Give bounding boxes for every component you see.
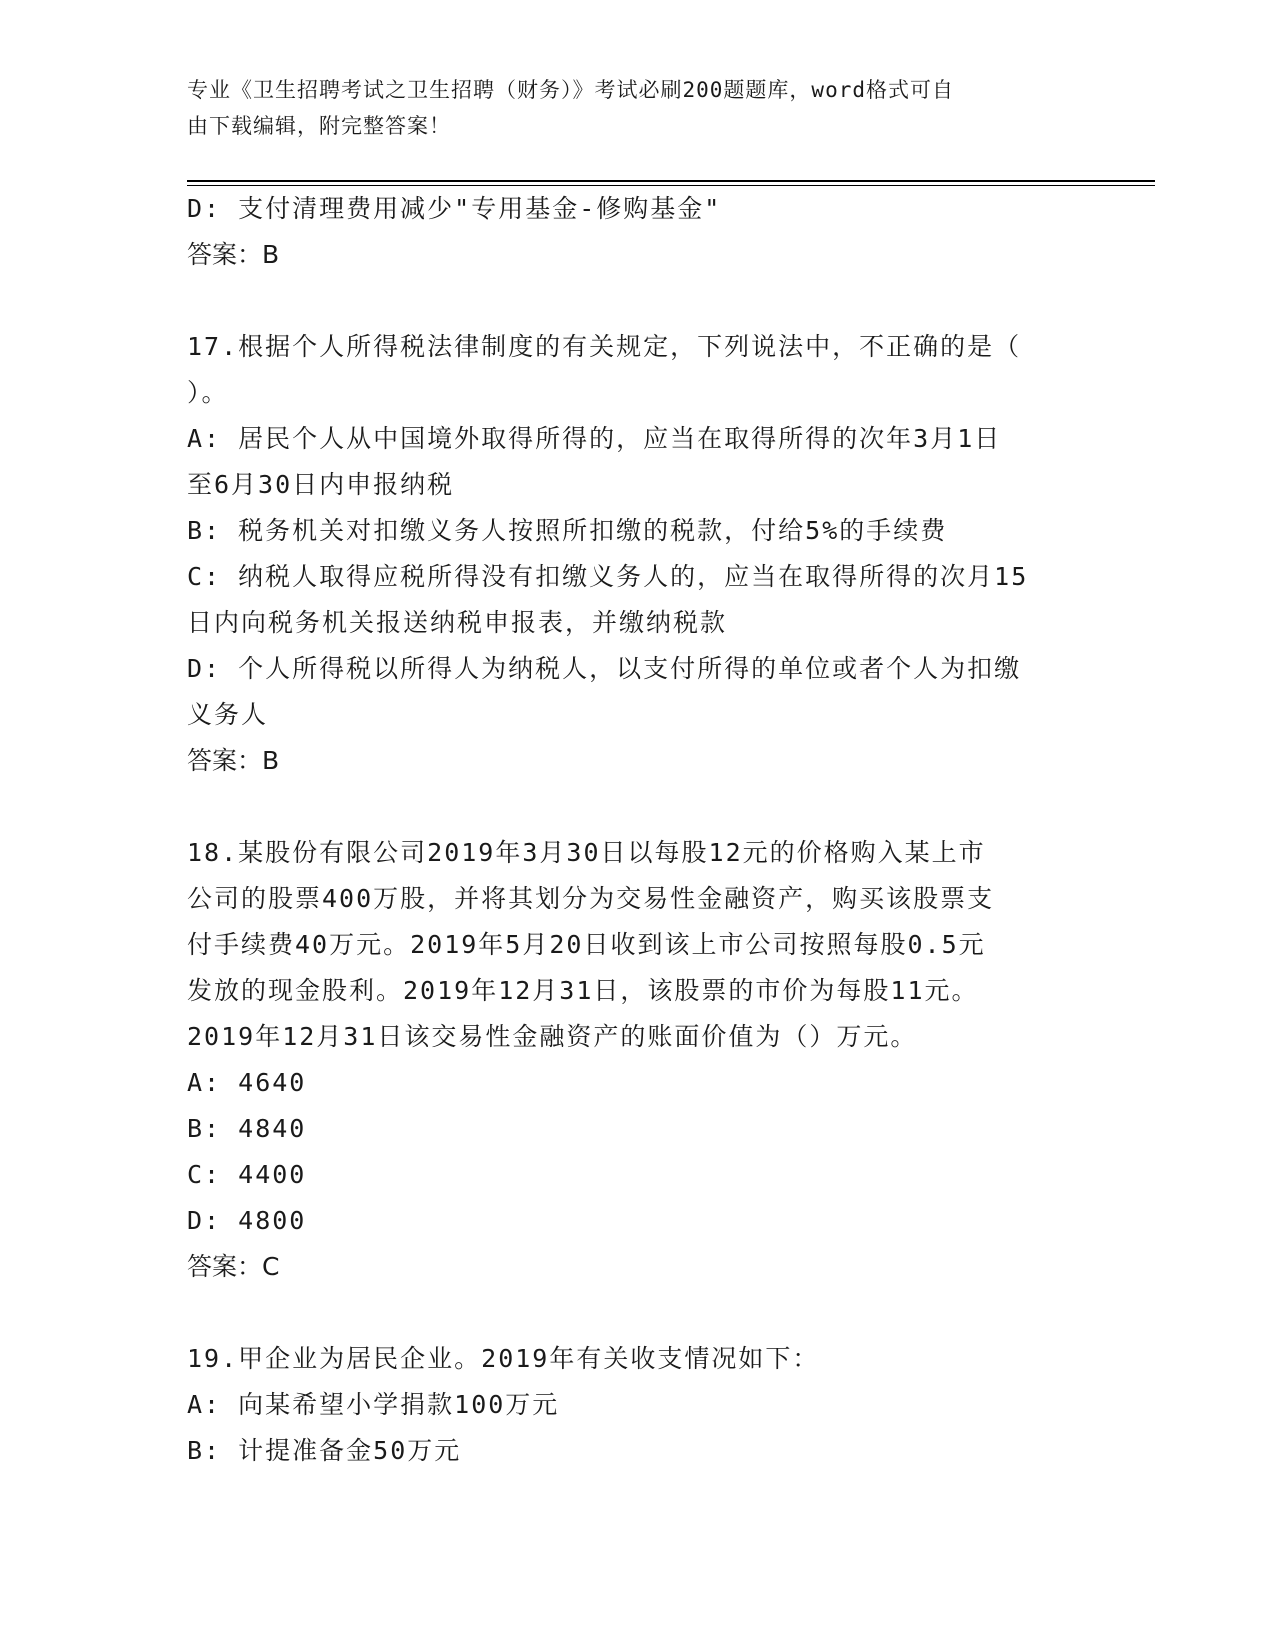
option-d: D: 支付清理费用减少"专用基金-修购基金" [187, 194, 722, 223]
question-stem: 19.甲企业为居民企业。2019年有关收支情况如下： [187, 1344, 820, 1373]
question-stem: 18.某股份有限公司2019年3月30日以每股12元的价格购入某上市 [187, 838, 986, 867]
header-line-2: 由下载编辑，附完整答案！ [187, 114, 451, 138]
option-a: A: 居民个人从中国境外取得所得的，应当在取得所得的次年3月1日 [187, 424, 1002, 453]
document-header [187, 72, 1087, 144]
question-stem: 17.根据个人所得税法律制度的有关规定，下列说法中，不正确的是（ [187, 332, 1022, 361]
question-stem: ）。 [187, 378, 229, 407]
spacer [187, 1290, 1087, 1336]
option-c: C: 纳税人取得应税所得没有扣缴义务人的，应当在取得所得的次月15 [187, 562, 1029, 591]
question-16-tail [187, 186, 1087, 278]
spacer [187, 784, 1087, 830]
option-b: B: 税务机关对扣缴义务人按照所扣缴的税款，付给5%的手续费 [187, 516, 948, 545]
question-stem: 公司的股票400万股，并将其划分为交易性金融资产，购买该股票支 [187, 884, 995, 913]
answer: 答案：B [187, 240, 280, 269]
option-c: C: 4400 [187, 1160, 307, 1189]
question-18 [187, 830, 1087, 1290]
spacer [187, 278, 1087, 324]
document-body [187, 186, 1087, 1474]
question-17 [187, 324, 1087, 784]
option-b: B: 计提准备金50万元 [187, 1436, 462, 1465]
option-d: D: 4800 [187, 1206, 307, 1235]
option-a: 至6月30日内申报纳税 [187, 470, 455, 499]
answer: 答案：C [187, 1252, 280, 1281]
option-d: D: 个人所得税以所得人为纳税人，以支付所得的单位或者个人为扣缴 [187, 654, 1022, 683]
question-stem: 发放的现金股利。2019年12月31日，该股票的市价为每股11元。 [187, 976, 979, 1005]
option-b: B: 4840 [187, 1114, 307, 1143]
answer: 答案：B [187, 746, 280, 775]
question-stem: 2019年12月31日该交易性金融资产的账面价值为（）万元。 [187, 1022, 918, 1051]
question-19 [187, 1336, 1087, 1474]
header-divider-thick [187, 180, 1155, 182]
option-d: 义务人 [187, 700, 269, 729]
header-line-1: 专业《卫生招聘考试之卫生招聘（财务）》考试必刷200题题库，word格式可自 [187, 78, 954, 102]
option-a: A: 4640 [187, 1068, 307, 1097]
option-a: A: 向某希望小学捐款100万元 [187, 1390, 560, 1419]
question-stem: 付手续费40万元。2019年5月20日收到该上市公司按照每股0.5元 [187, 930, 986, 959]
option-c: 日内向税务机关报送纳税申报表，并缴纳税款 [187, 608, 728, 637]
